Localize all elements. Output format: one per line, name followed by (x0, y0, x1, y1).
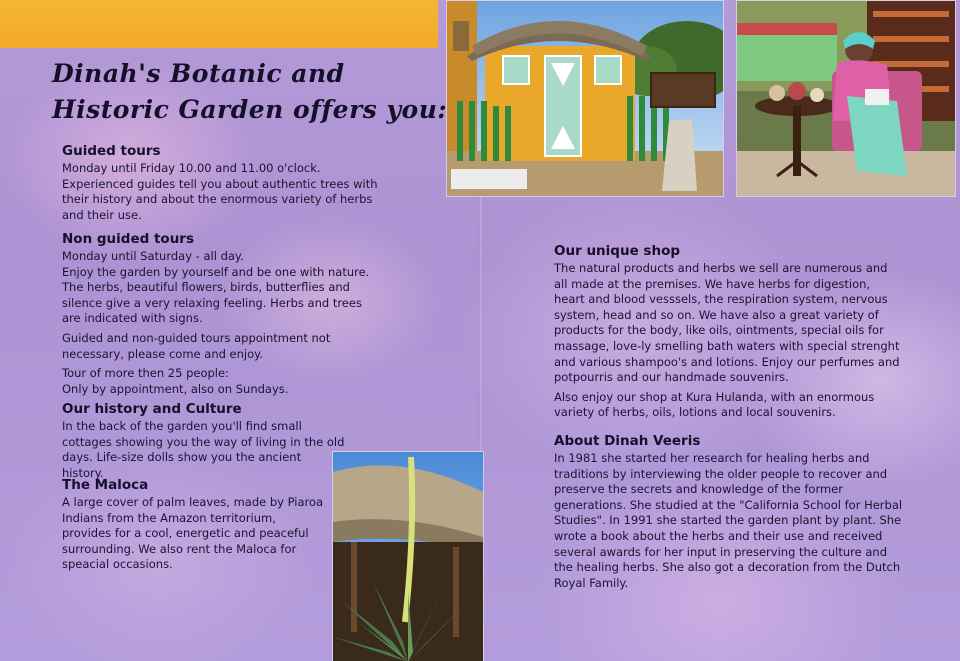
shop-extra-text: Also enjoy our shop at Kura Hulanda, with an enormous variety of herbs, oils, lotions and local souvenirs. (554, 389, 875, 420)
maloca-title: The Maloca (62, 477, 149, 493)
maloca-text: A large cover of palm leaves, made by Piaroa Indians from the Amazon territorium, provides for a cool, energetic and peaceful surrounding. We also rent the Maloca for speacial occasions. (62, 495, 324, 572)
non-guided-tours-title: Non guided tours (62, 231, 195, 247)
non-guided-tours-appointment: Guided and non-guided tours appointment not necessary, please come and enjoy. (62, 330, 331, 361)
shop-section (554, 243, 904, 425)
main-heading-line-2: Historic Garden offers you: (52, 95, 448, 124)
cottage-photo (446, 0, 724, 197)
guided-tours-description: Experienced guides tell you about authentic trees with their history and about the enormous variety of herbs and their use. (62, 176, 378, 222)
about-text: In 1981 she started her research for healing herbs and traditions by interviewing the older people to recover and preserve the secrets and knowledge of the former generations. She studied at the "California School for Herbal Studies". In 1991 she started the garden plant by plant. She wrote a book about the herbs and their use and received several awards for her input in preserving the culture and the healing herbs. She also got a decoration from the Dutch Royal Family. (554, 451, 903, 590)
non-guided-tours-description: Enjoy the garden by yourself and be one with nature. The herbs, beautiful flowers, birds, butterflies and silence give a very relaxing feeling. Herbs and trees are indicated with signs. (62, 264, 370, 326)
non-guided-tours-group-label: Tour of more then 25 people: (62, 366, 229, 381)
non-guided-tours-section (62, 231, 380, 401)
history-title: Our history and Culture (62, 401, 242, 417)
main-heading-line-1: Dinah's Botanic and (52, 59, 345, 88)
main-heading (52, 56, 447, 128)
history-section (62, 401, 346, 485)
about-section (554, 433, 904, 595)
guided-tours-section (62, 143, 380, 227)
orange-header-band (0, 0, 438, 48)
shop-title: Our unique shop (554, 243, 681, 259)
about-title: About Dinah Veeris (554, 433, 701, 449)
non-guided-tours-schedule: Monday until Saturday - all day. (62, 249, 244, 263)
guided-tours-schedule: Monday until Friday 10.00 and 11.00 o'clock. (62, 161, 321, 175)
history-text: In the back of the garden you'll find small cottages showing you the way of living in the old days. Life-size dolls show you the ancient history. (62, 419, 345, 480)
maloca-photo (332, 451, 484, 661)
dinah-reading-photo (736, 0, 956, 197)
non-guided-tours-group-info: Only by appointment, also on Sundays. (62, 381, 289, 396)
guided-tours-title: Guided tours (62, 143, 161, 159)
shop-text: The natural products and herbs we sell are numerous and all made at the premises. We have herbs for digestion, heart and blood vesssels, the respiration system, nervous system, head and so on. We have also a great variety of products for the body, like oils, ointments, special oils for massage, love-ly smelling bath waters with special strenght and various shampoo's and lotions. Enjoy our perfumes and potpourris and our handmade souvenirs. (554, 261, 900, 385)
maloca-section (62, 477, 324, 577)
